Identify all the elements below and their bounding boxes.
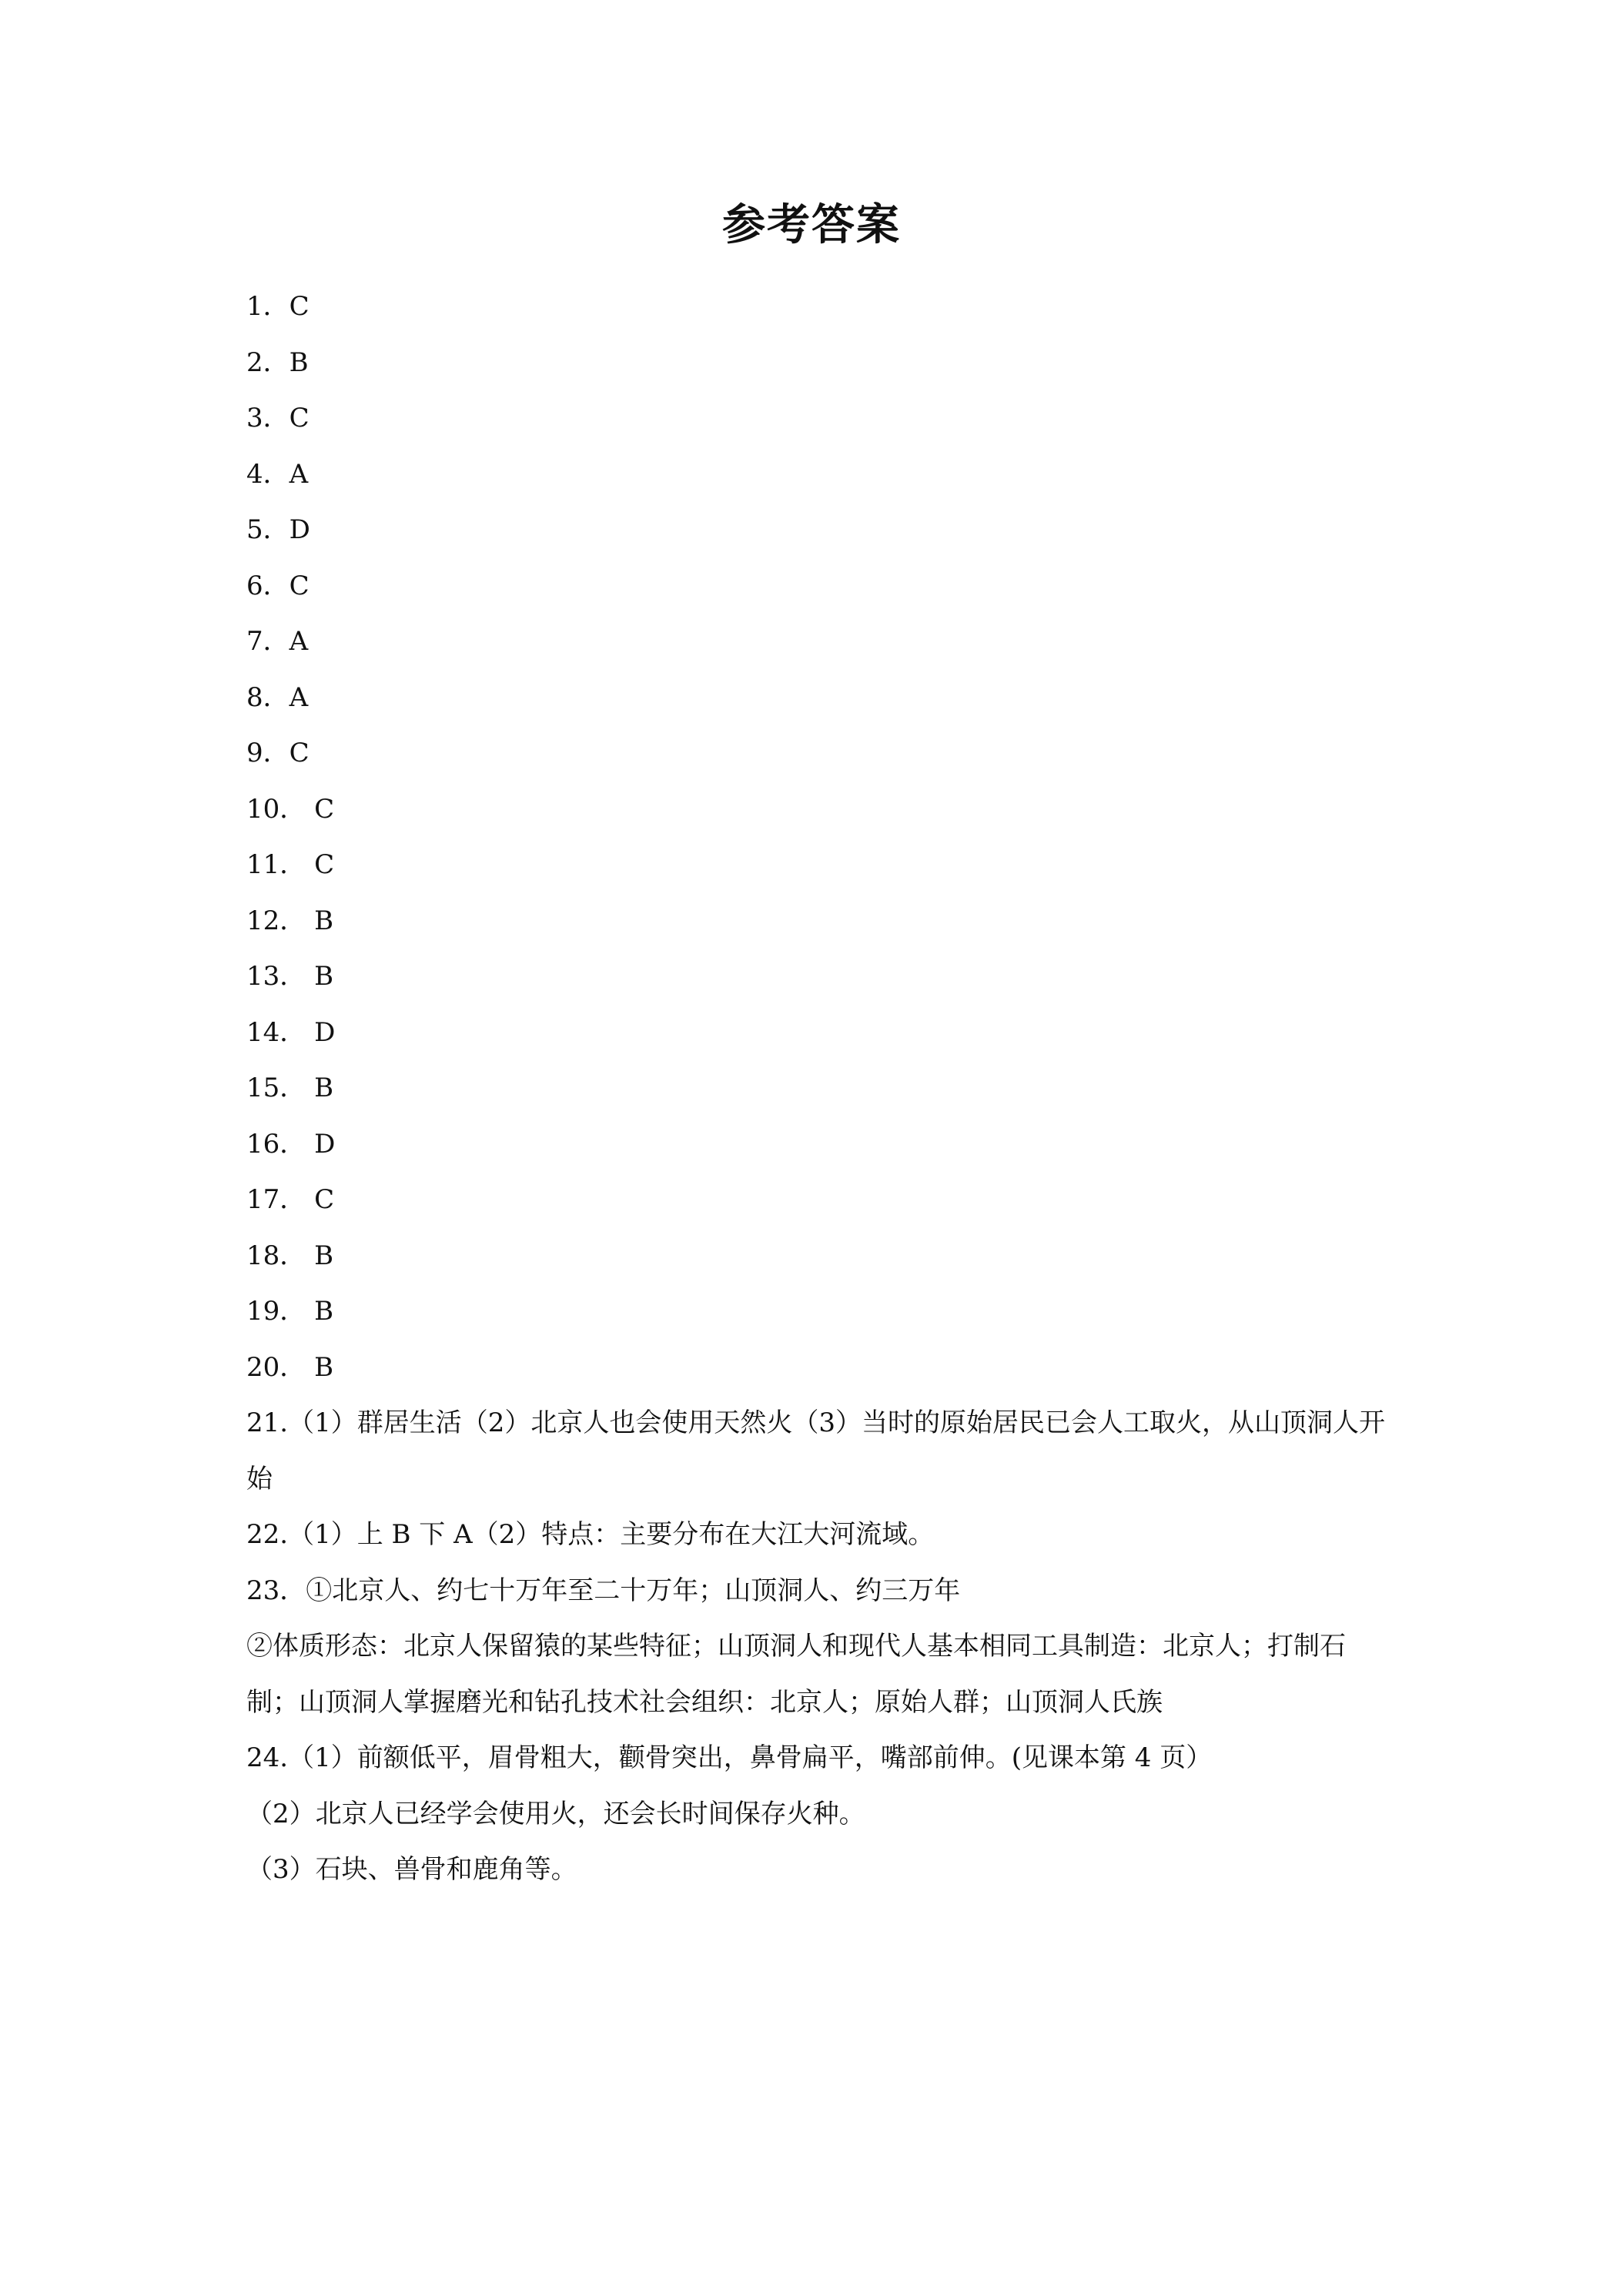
answer-item: 15． B: [246, 1073, 334, 1103]
answer-item: 13． B: [246, 961, 334, 992]
answer-24-part2: （2）北京人已经学会使用火，还会长时间保存火种。: [246, 1798, 865, 1829]
answer-23-line2: ②体质形态：北京人保留猿的某些特征；山顶洞人和现代人基本相同工具制造：北京人；打制石制；山顶洞人掌握磨光和钻孔技术社会组织：北京人；原始人群；山顶洞人氏族: [246, 1631, 1346, 1718]
answer-item: 17． C: [246, 1184, 335, 1215]
answer-item: 7．A: [246, 626, 309, 657]
answer-item: 19． B: [246, 1296, 334, 1327]
answer-21: 21.（1）群居生活（2）北京人也会使用天然火（3）当时的原始居民已会人工取火，从山顶洞人开始: [246, 1407, 1385, 1494]
answer-item: 16． D: [246, 1128, 336, 1160]
answer-22: 22.（1）上 B 下 A（2）特点：主要分布在大江大河流域。: [246, 1519, 935, 1550]
answer-item: 20． B: [246, 1351, 334, 1383]
answer-24-part1: 24.（1）前额低平，眉骨粗大，颧骨突出，鼻骨扁平，嘴部前伸。(见课本第 4 页）: [246, 1742, 1213, 1773]
answer-item: 10． C: [246, 793, 335, 825]
page-title: 参考答案: [722, 200, 901, 250]
answer-item: 3．C: [246, 403, 310, 433]
answer-item: 5．D: [246, 514, 310, 545]
answer-item: 1．C: [246, 291, 310, 322]
answer-23-line1: 23．①北京人、约七十万年至二十万年；山顶洞人、约三万年: [246, 1575, 961, 1606]
answer-item: 18． B: [246, 1240, 334, 1271]
answer-item: 2．B: [246, 346, 309, 378]
answer-item: 9．C: [246, 738, 310, 768]
answer-24-part3: （3）石块、兽骨和鹿角等。: [246, 1854, 577, 1885]
answer-item: 8．A: [246, 681, 309, 713]
essay-answers: [246, 1395, 1386, 1898]
answer-item: 6．C: [246, 570, 310, 601]
answer-item: 12． B: [246, 905, 334, 936]
answer-item: 4．A: [246, 458, 309, 490]
answer-item: 11． C: [246, 849, 335, 880]
answer-item: 14． D: [246, 1016, 336, 1048]
answer-list: [246, 279, 1386, 1395]
